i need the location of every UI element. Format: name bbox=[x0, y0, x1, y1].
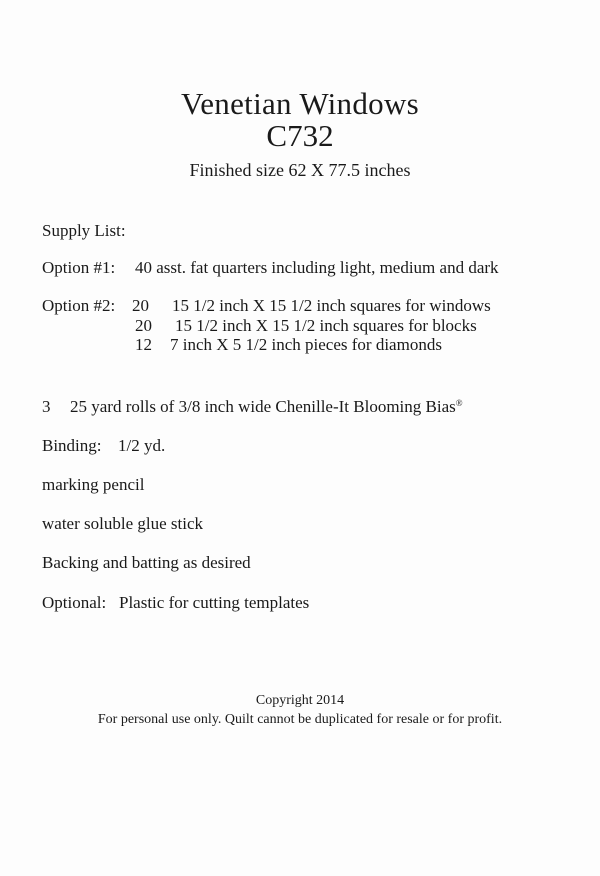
pattern-code: C732 bbox=[266, 118, 334, 153]
option2-line-3-text: 7 inch X 5 1/2 inch pieces for diamonds bbox=[170, 335, 442, 354]
registered-mark: ® bbox=[455, 398, 463, 408]
copyright: Copyright 2014 bbox=[255, 693, 345, 708]
finished-size: Finished size 62 X 77.5 inches bbox=[189, 160, 411, 180]
supply-list-heading: Supply List: bbox=[42, 221, 126, 240]
pattern-title: Venetian Windows bbox=[180, 86, 420, 121]
option2-line-1-text: 15 1/2 inch X 15 1/2 inch squares for windows bbox=[172, 296, 491, 315]
backing-batting: Backing and batting as desired bbox=[42, 553, 251, 572]
option1-text: 40 asst. fat quarters including light, medium and dark bbox=[135, 258, 499, 277]
option2-line-1-qty: 20 bbox=[132, 296, 149, 315]
bias-item bbox=[70, 398, 463, 415]
usage-notice: For personal use only. Quilt cannot be duplicated for resale or for profit. bbox=[97, 712, 503, 727]
binding-value: 1/2 yd. bbox=[118, 436, 166, 455]
option2-label: Option #2: bbox=[42, 296, 116, 315]
bias-qty: 3 bbox=[42, 397, 51, 416]
binding-label: Binding: bbox=[42, 436, 102, 455]
option1-label: Option #1: bbox=[42, 258, 116, 277]
option2-line-3-qty: 12 bbox=[135, 335, 152, 354]
option2-line-2-text: 15 1/2 inch X 15 1/2 inch squares for blocks bbox=[175, 316, 477, 335]
marking-pencil: marking pencil bbox=[42, 475, 145, 494]
glue-stick: water soluble glue stick bbox=[42, 514, 203, 533]
optional-label: Optional: bbox=[42, 593, 107, 612]
bias-text: 25 yard rolls of 3/8 inch wide Chenille-It Blooming Bias bbox=[70, 397, 456, 416]
option2-line-2-qty: 20 bbox=[135, 316, 152, 335]
optional-value: Plastic for cutting templates bbox=[119, 593, 310, 612]
